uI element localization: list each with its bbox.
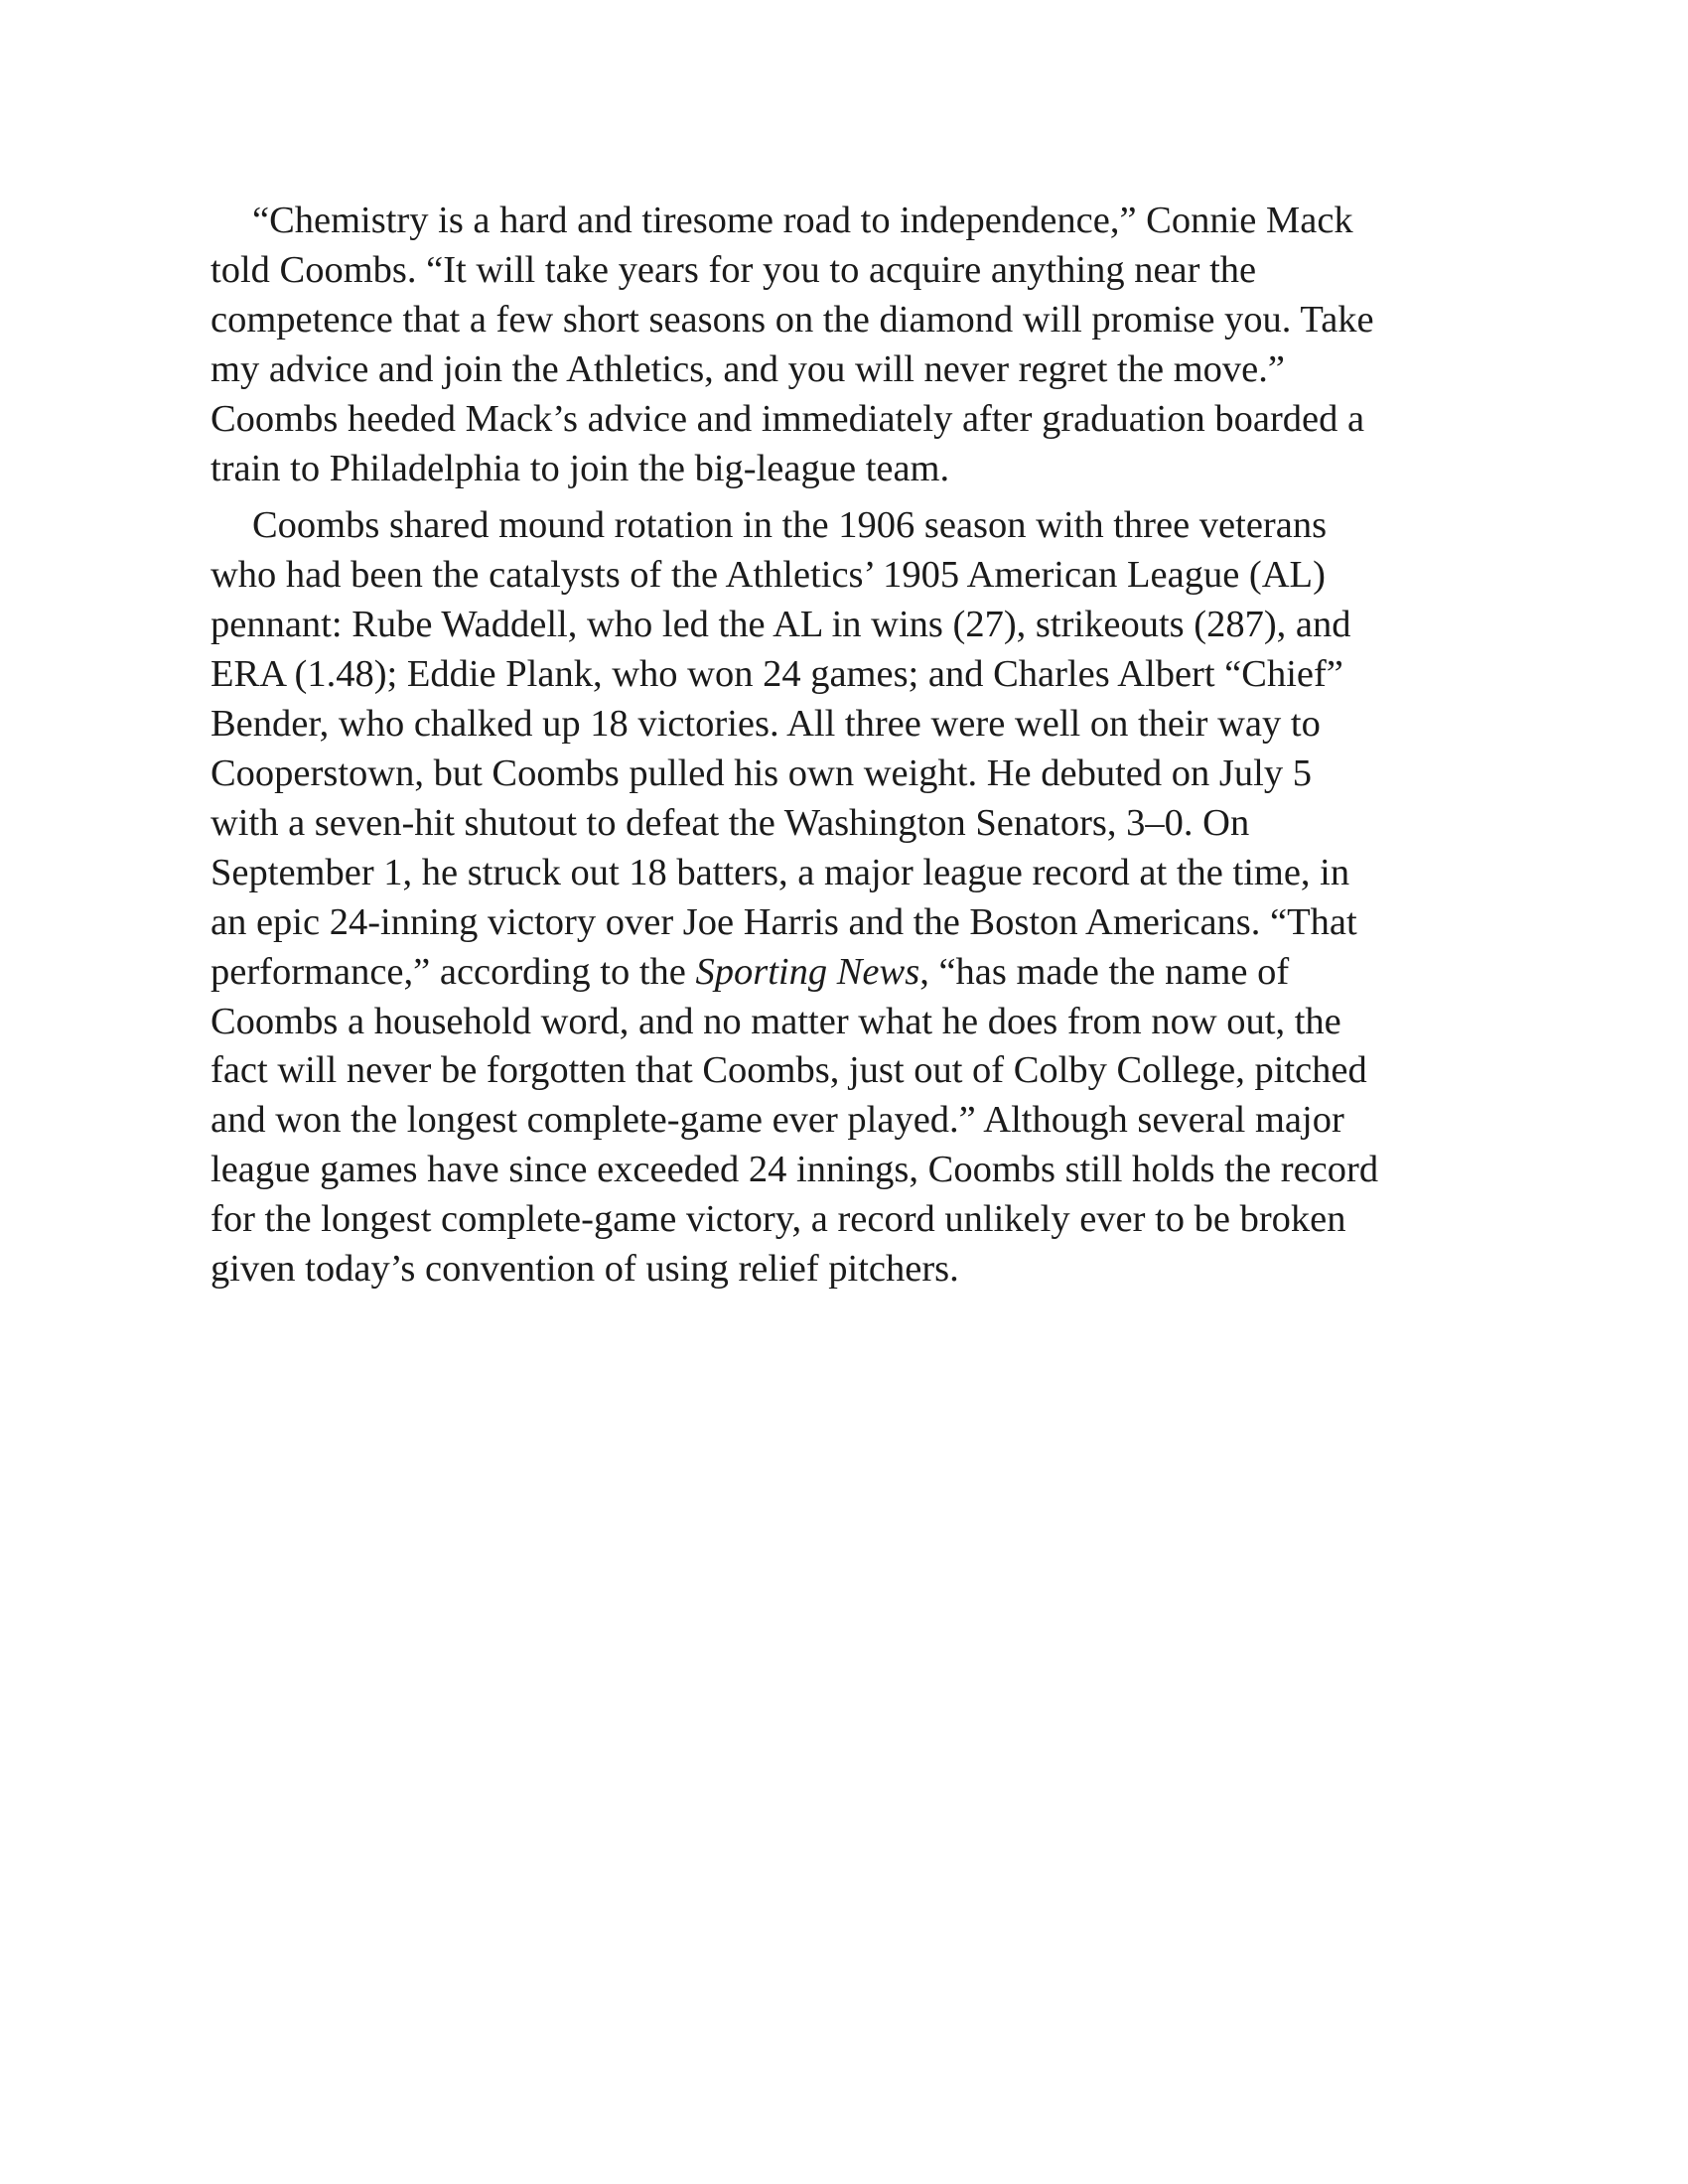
- text-line: ERA (1.48); Eddie Plank, who won 24 games; and Charles Albert “Chief”: [211, 653, 1343, 696]
- text-segment: performance,” according to the: [211, 950, 696, 993]
- text-line: for the longest complete-game victory, a record unlikely ever to be broken: [211, 1198, 1346, 1241]
- text-line: league games have since exceeded 24 innings, Coombs still holds the record: [211, 1149, 1379, 1191]
- text-line: September 1, he struck out 18 batters, a major league record at the time, in: [211, 851, 1350, 893]
- text-line: Coombs shared mound rotation in the 1906 season with three veterans: [252, 504, 1328, 547]
- text-line: fact will never be forgotten that Coombs, just out of Colby College, pitched: [211, 1049, 1367, 1092]
- text-line: and won the longest complete-game ever played.” Although several major: [211, 1099, 1344, 1142]
- text-line: Cooperstown, but Coombs pulled his own weight. He debuted on July 5: [211, 751, 1312, 794]
- text-line: told Coombs. “It will take years for you to acquire anything near the: [211, 248, 1257, 291]
- text-line: competence that a few short seasons on the diamond will promise you. Take: [211, 298, 1374, 341]
- text-line: my advice and join the Athletics, and you will never regret the move.”: [211, 347, 1285, 390]
- text-line: train to Philadelphia to join the big-league team.: [211, 447, 950, 489]
- text-line: pennant: Rube Waddell, who led the AL in wins (27), strikeouts (287), and: [211, 604, 1351, 646]
- paragraph-1: [211, 197, 1462, 493]
- text-line: Coombs a household word, and no matter what he does from now out, the: [211, 1000, 1341, 1042]
- text-line: an epic 24-inning victory over Joe Harris and the Boston Americans. “That: [211, 900, 1357, 943]
- text-line: with a seven-hit shutout to defeat the Washington Senators, 3–0. On: [211, 801, 1250, 844]
- text-line-with-italic: [211, 948, 1462, 998]
- publication-title: Sporting News: [695, 950, 920, 993]
- text-segment: , “has made the name of: [919, 950, 1290, 993]
- text-line: Bender, who chalked up 18 victories. All three were well on their way to: [211, 703, 1321, 746]
- body-text: [211, 197, 1462, 1302]
- text-line: who had been the catalysts of the Athletics’ 1905 American League (AL): [211, 554, 1326, 597]
- text-line: Coombs heeded Mack’s advice and immediately after graduation boarded a: [211, 397, 1365, 440]
- text-line: given today’s convention of using relief pitchers.: [211, 1248, 959, 1291]
- paragraph-2: [211, 501, 1462, 1295]
- text-line: “Chemistry is a hard and tiresome road to independence,” Connie Mack: [252, 200, 1353, 241]
